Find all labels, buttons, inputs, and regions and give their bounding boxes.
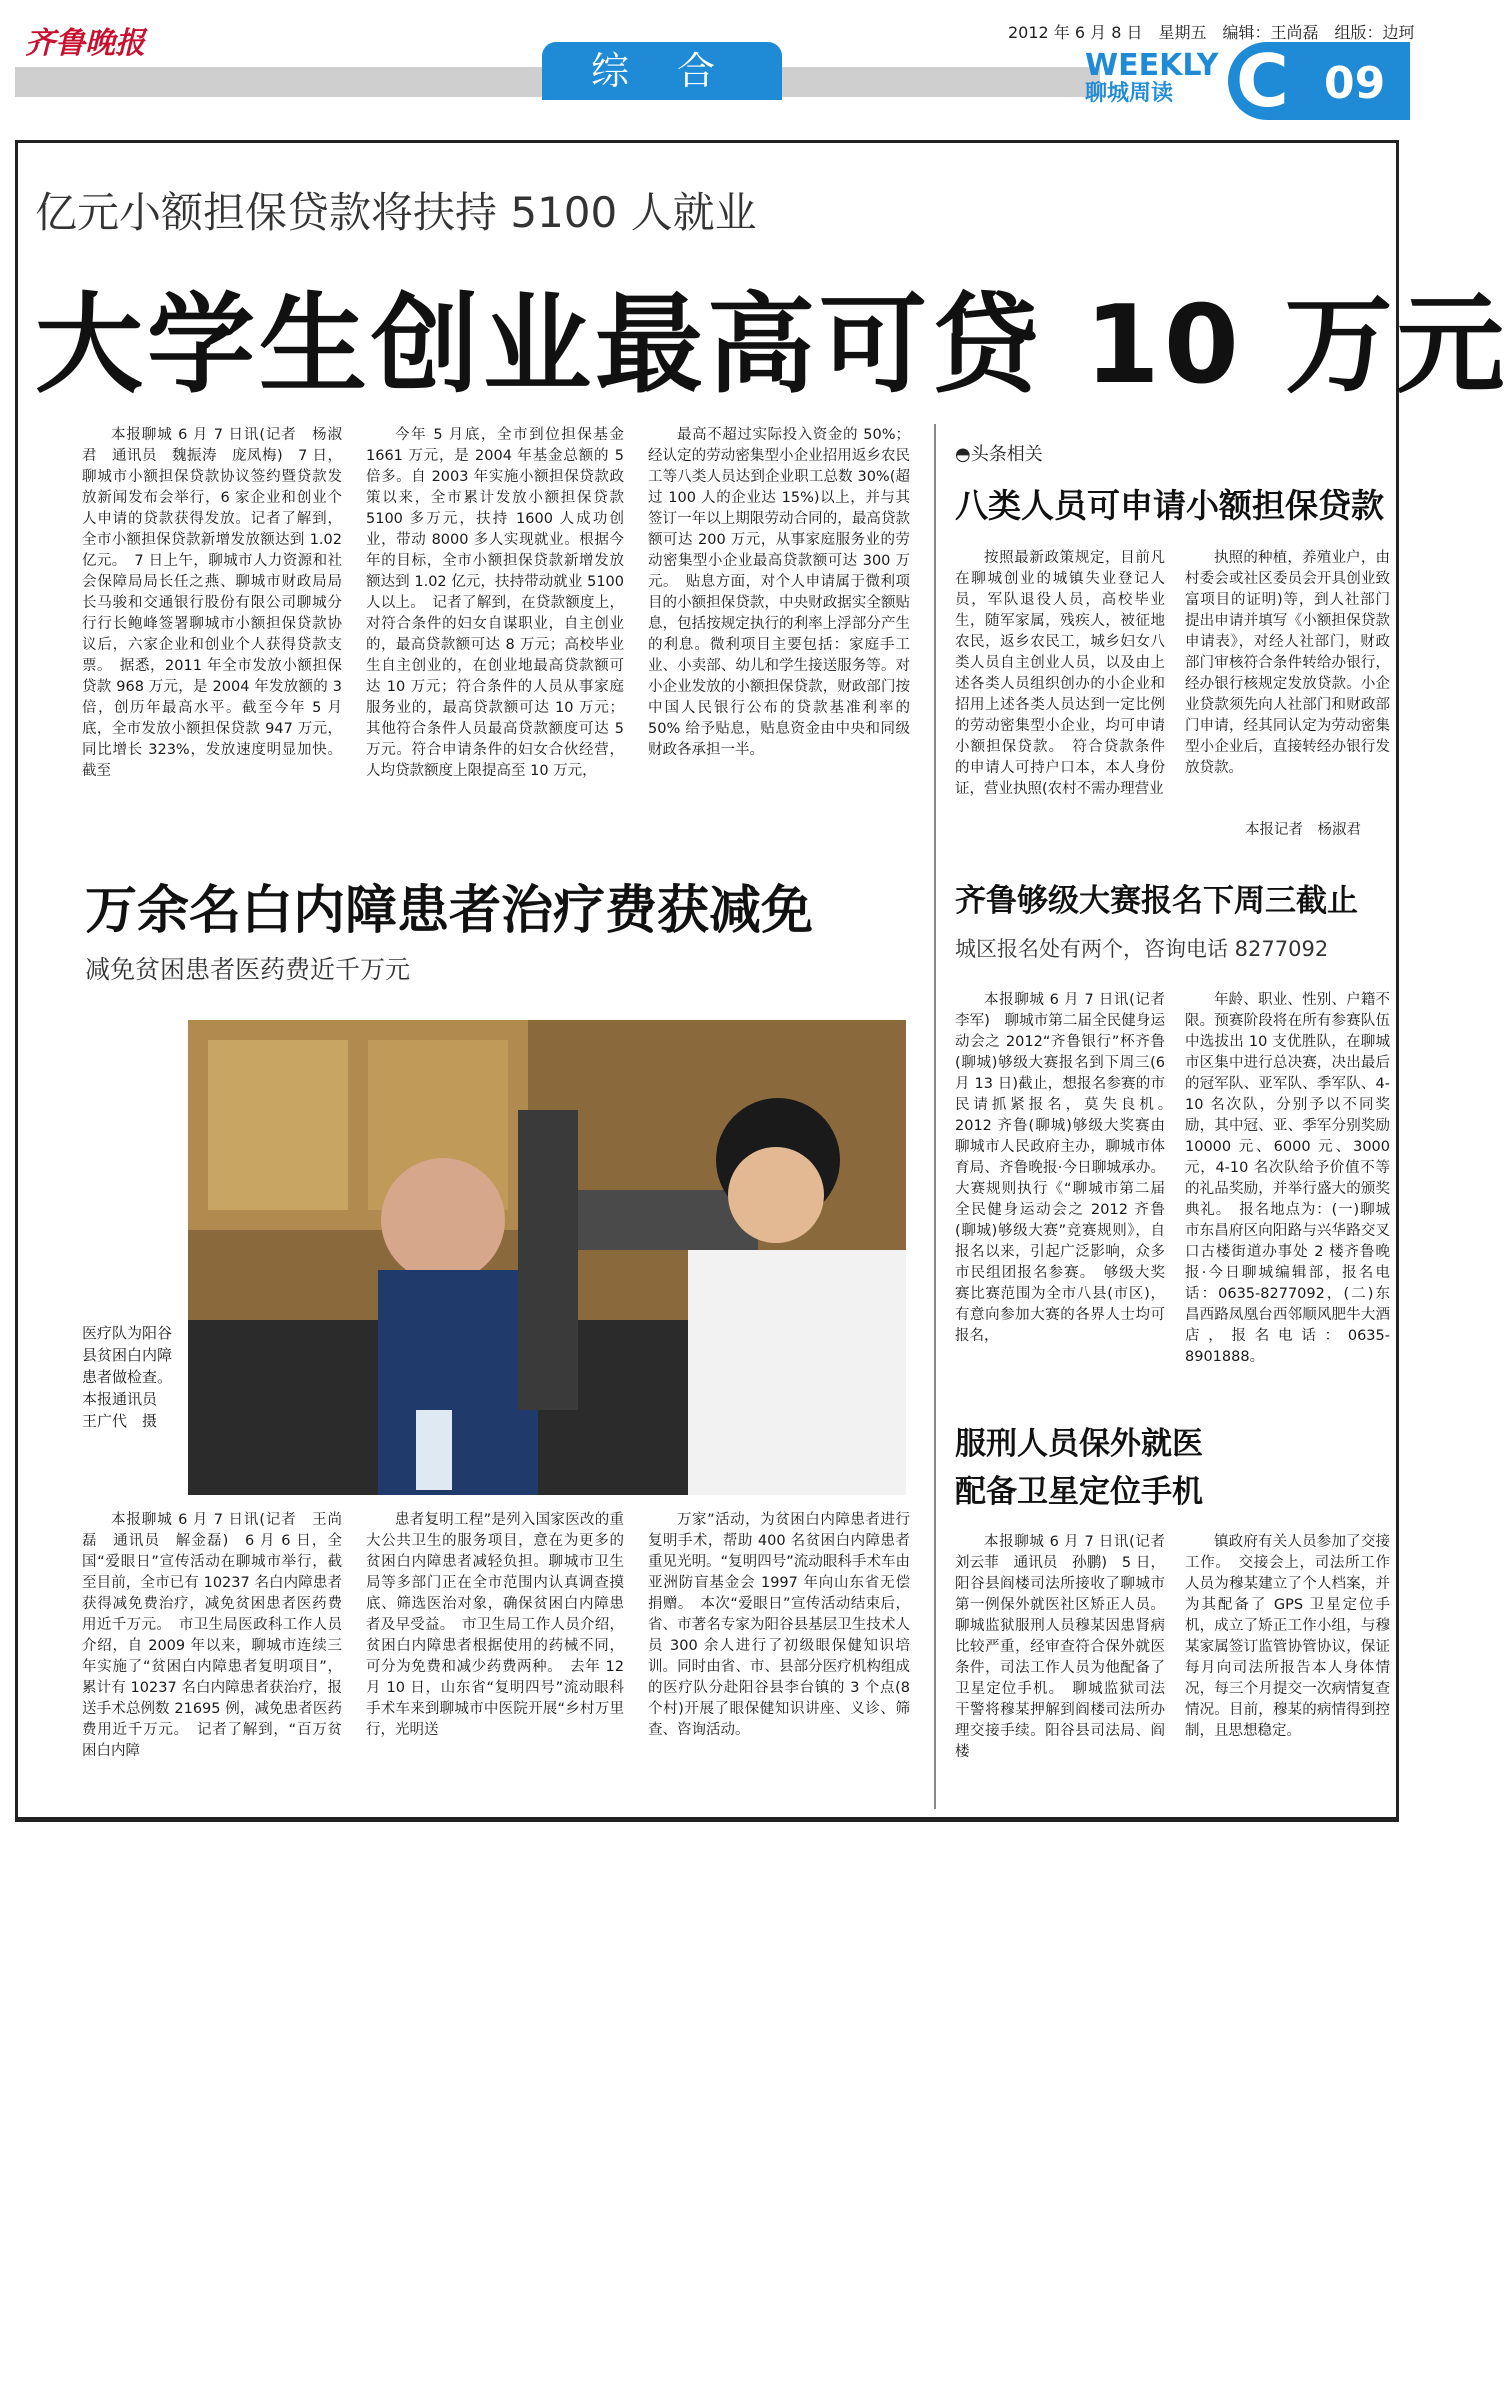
- page-letter: C: [1236, 39, 1289, 123]
- lead-column-1: 本报聊城 6 月 7 日讯(记者 杨淑君 通讯员 魏振涛 庞凤梅) 7 日，聊城市小额担保贷款协议签约暨贷款发放新闻发布会举行，6 家企业和创业个人申请的贷款获得发放。记者了解到，全市小额担保贷款新增发放额达到 1.02 亿元。 7 日上午，聊城市人力资源和社会保障局局长任之燕、聊城市财政局局长马骏和交通银行股份有限公司聊城分行行长鲍峰签署聊城市小额担保贷款协议后，六家企业和创业个人获得贷款支票。 据悉，2011 年全市发放小额担保贷款 968 万元，是 2004 年发放额的 3 倍，创历年最高水平。截至今年 5 月底，全市发放小额担保贷款 947 万元，同比增长 323%，发放速度明显加快。截至: [82, 427, 342, 779]
- story3-subhead: 城区报名处有两个，咨询电话 8277092: [955, 937, 1329, 961]
- story3-column-2: 年龄、职业、性别、户籍不限。预赛阶段将在所有参赛队伍中选拔出 10 支优胜队，在聊城市区集中进行总决赛，决出最后的冠军队、亚军队、季军队、4-10 名次队，分别予以不同奖励，其中冠、亚、季军分别奖励 10000 元、6000 元、3000 元，4-10 名次队给予价值不等的礼品奖励，并举行盛大的颁奖典礼。 报名地点为：(一)聊城市东昌府区向阳路与兴华路交叉口古楼街道办事处 2 楼齐鲁晚报·今日聊城编辑部，报名电话：0635-8277092，(二)东昌西路凤凰台西邻顺风肥牛大酒店，报名电话：0635-8901888。: [1185, 992, 1390, 1365]
- related-label-text: 头条相关: [970, 444, 1043, 465]
- page-badge: [1228, 39, 1410, 123]
- story2-headline: 万余名白内障患者治疗费获减免: [85, 881, 814, 941]
- story2-column-1: 本报聊城 6 月 7 日讯(记者 王尚磊 通讯员 解金磊) 6 月 6 日，全国“爱眼日”宣传活动在聊城市举行，截至目前，全市已有 10237 名白内障患者获得减免费治疗，减免贫困患者医药费用近千万元。 市卫生局医政科工作人员介绍，自 2009 年以来，聊城市连续三年实施了“贫困白内障患者复明项目”，累计有 10237 名白内障患者获治疗，报送手术总例数 21695 例，减免患者医药费用近千万元。 记者了解到，“百万贫困白内障: [82, 1512, 342, 1759]
- story2-subhead: 减免贫困患者医药费近千万元: [85, 955, 411, 984]
- story4-column-1: 本报聊城 6 月 7 日讯(记者 刘云菲 通讯员 孙鹏) 5 日，阳谷县阎楼司法所接收了聊城市第一例保外就医社区矫正人员。聊城监狱服刑人员穆某因患肾病比较严重，经审查符合保外就医条件，司法工作人员为他配备了卫星定位手机。 聊城监狱司法干警将穆某押解到阎楼司法所办理交接手续。阳谷县司法局、阎楼: [955, 1534, 1180, 1760]
- section-tab: 综 合: [542, 42, 782, 100]
- newspaper-logo: 齐鲁晚报: [25, 26, 145, 61]
- lead-column-3: 最高不超过实际投入资金的 50%；经认定的劳动密集型小企业招用返乡农民工等八类人员达到企业职工总数 30%(超过 100 人的企业达 15%)以上，并与其签订一年以上期限劳动合同的，最高贷款额可达 200 万元，从事家庭服务业的劳动密集型小企业最高贷款额可达 300 万元。 贴息方面，对个人申请属于微利项目的小额担保贷款，中央财政据实全额贴息，包括按规定执行的利率上浮部分产生的利息。微利项目主要包括：家庭手工业、小卖部、幼儿和学生接送服务等。对小企业发放的小额担保贷款，财政部门按中国人民银行公布的贷款基准利率的 50% 给予贴息，贴息资金由中央和同级财政各承担一半。: [648, 427, 910, 758]
- weekly-cn: 聊城周读: [1085, 81, 1174, 106]
- lead-headline: 大学生创业最高可贷 10 万元: [35, 283, 1509, 408]
- story4-headline-line2: 配备卫星定位手机: [955, 1474, 1203, 1510]
- related-label: [955, 440, 1043, 466]
- bottom-rule: [15, 1818, 1399, 1822]
- story2-column-3: 万家”活动，为贫困白内障患者进行复明手术，帮助 400 名贫困白内障患者重见光明。“复明四号”流动眼科手术车由亚洲防盲基金会 1997 年向山东省无偿捐赠。 本次“爱眼日”宣传活动结束后，省、市著名专家为阳谷县基层卫生技术人员 300 余人进行了初级眼保健知识培训。同时由省、市、县部分医疗机构组成的医疗队分赴阳谷县李台镇的 3 个点(8 个村)开展了眼保健知识讲座、义诊、筛查、咨询活动。: [648, 1512, 910, 1738]
- story4-column-2: 镇政府有关人员参加了交接工作。 交接会上，司法所工作人员为穆某建立了个人档案，并为其配备了 GPS 卫星定位手机，成立了矫正工作小组，与穆某家属签订监管协管协议，保证每月向司法所报告本人身体情况，每三个月提交一次病情复查情况。目前，穆某的病情得到控制，且思想稳定。: [1185, 1534, 1390, 1739]
- column-divider: [934, 424, 936, 1809]
- story3-headline: 齐鲁够级大赛报名下周三截止: [955, 883, 1358, 919]
- sidebar1-headline: 八类人员可申请小额担保贷款: [955, 486, 1384, 525]
- related-icon: ◓: [955, 444, 971, 465]
- weekly-brand: [1085, 48, 1219, 108]
- sidebar1-byline: 本报记者 杨淑君: [1245, 822, 1361, 838]
- story4-headline-line1: 服刑人员保外就医: [955, 1426, 1203, 1462]
- lead-column-2: 今年 5 月底，全市到位担保基金 1661 万元，是 2004 年基金总额的 5 倍多。自 2003 年实施小额担保贷款政策以来，全市累计发放小额担保贷款 5100 多万元，扶持 1600 人成功创业，带动 8000 多人实现就业。根据今年的目标，全市小额担保贷款新增发放额达到 1.02 亿元，扶持带动就业 5100 人以上。 记者了解到，在贷款额度上，对符合条件的妇女自谋职业，自主创业的，最高贷款额可达 8 万元；高校毕业生自主创业的，在创业地最高贷款额可达 10 万元；符合条件的人员从事家庭服务业的，最高贷款额可达 10 万元；其他符合条件人员最高贷款额度可达 5 万元。符合申请条件的妇女合伙经营，人均贷款额度上限提高至 10 万元，: [366, 427, 624, 779]
- page-number: 09: [1324, 58, 1386, 109]
- story3-column-1: 本报聊城 6 月 7 日讯(记者 李军) 聊城市第二届全民健身运动会之 2012“齐鲁银行”杯齐鲁(聊城)够级大赛报名到下周三(6 月 13 日)截止，想报名参赛的市民请抓紧报名，莫失良机。 2012 齐鲁(聊城)够级大奖赛由聊城市人民政府主办，聊城市体育局、齐鲁晚报·今日聊城承办。大赛规则执行《“聊城市第二届全民健身运动会之 2012 齐鲁(聊城)够级大赛”竞赛规则》，自报名以来，引起广泛影响，众多市民组团报名参赛。 够级大奖赛比赛范围为全市八县(市区)，有意向参加大赛的各界人士均可报名，: [955, 992, 1180, 1344]
- photo-illustration: [188, 1020, 906, 1495]
- sidebar1-column-2: 执照的种植，养殖业户，由村委会或社区委员会开具创业致富项目的证明)等，到人社部门提出申请并填写《小额担保贷款申请表》，对经人社部门，财政部门审核符合条件转给办银行，经办银行核规定发放贷款。小企业贷款须先向人社部门和财政部门申请，经其同认定为劳动密集型小企业后，直接转经办银行发放贷款。: [1185, 550, 1390, 776]
- weekly-en: WEEKLY: [1085, 48, 1219, 83]
- photo-caption: 医疗队为阳谷县贫困白内障患者做检查。 本报通讯员 王广代 摄: [82, 1324, 180, 1430]
- sidebar1-column-1: 按照最新政策规定，目前凡在聊城创业的城镇失业登记人员，军队退役人员，高校毕业生，随军家属，残疾人，被征地农民，返乡农民工，城乡妇女八类人员自主创业人员，以及由上述各类人员组织创办的小企业和招用上述各类人员达到一定比例的劳动密集型小企业，均可申请小额担保贷款。 符合贷款条件的申请人可持户口本，本人身份证，营业执照(农村不需办理营业: [955, 550, 1165, 797]
- issue-date-line: 2012 年 6 月 8 日 星期五 编辑：王尚磊 组版：边珂: [1008, 23, 1415, 42]
- eye-exam-photo: [188, 1020, 906, 1495]
- story2-column-2: 患者复明工程”是列入国家医改的重大公共卫生的服务项目，意在为更多的贫困白内障患者减轻负担。聊城市卫生局等多部门正在全市范围内认真调查摸底、筛选医治对象，确保贫困白内障患者及早受益。 市卫生局工作人员介绍，贫困白内障患者根据使用的药械不同，可分为免费和减少药费两种。 去年 12 月 10 日，山东省“复明四号”流动眼科手术车来到聊城市中医院开展“乡村万里行，光明送: [366, 1512, 624, 1738]
- lead-kicker: 亿元小额担保贷款将扶持 5100 人就业: [35, 188, 757, 237]
